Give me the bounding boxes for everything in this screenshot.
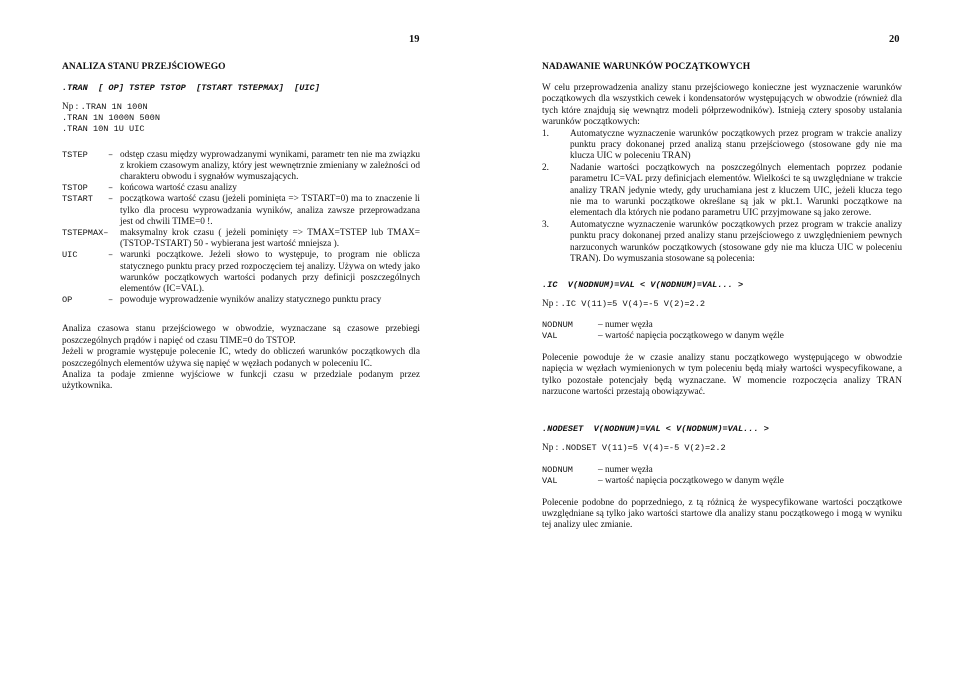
def-key: NODNUM (542, 319, 573, 330)
def-val (542, 331, 902, 342)
item-number: 3. (542, 219, 549, 230)
body-paragraph: Analiza czasowa stanu przejściowego w obwodzie, wyznaczane są czasowe przebiegi poszczególnych prądów i napięć od czasu TIME=0 do TSTOP. (62, 324, 420, 346)
def-text: – wartość napięcia początkowego w danym węźle (598, 331, 784, 342)
example-line: .TRAN 1N 1000N 500N (62, 113, 160, 124)
ic-paragraph: Polecenie powoduje że w czasie analizy stanu początkowego występującego w obwodzie napięcia w węzłach wymienionych w tym poleceniu będą miały wartości wyspecyfikowane, a tylko pozostałe potencjały będą wyznaczane. W momencie rozpoczęcia analizy TRAN narzucone wartości przestają obowiązywać. (542, 352, 902, 397)
def-text: – numer węzła (598, 319, 653, 330)
param-key: OP (62, 295, 73, 306)
page-20 (480, 0, 960, 674)
param-dash: – (108, 250, 114, 261)
item-text: Nadanie wartości początkowych na poszczególnych elementach poprzez podanie parametru IC=VAL przy definicjach elementów. Wielkości te są uwzględniane w trakcie analizy TRAN jedynie wtedy, gdy uruchamiana jest z kluczem UIC, jeżeli klucza tego nie ma to warunki początkowe określane są jak w pkt.1. Warunki początkowe na elementach dla których nie podano parametru UIC przyjmowane są jako zerowe. (570, 162, 902, 219)
param-tstep (62, 150, 420, 184)
page-number: 19 (409, 34, 420, 45)
param-text: powoduje wyprowadzenie wyników analizy statycznego punktu pracy (120, 295, 382, 306)
def-key: VAL (542, 476, 558, 487)
param-text: warunki początkowe. Jeżeli słowo to występuje, to program nie oblicza statycznego punktu pracy przed rozpoczęciem tej analizy. Używa on wtedy jako warunków początkowych wartości podanych przy definicji poszczególnych elementów (IC=VAL). (120, 250, 420, 295)
def-nodnum (542, 465, 902, 476)
def-text: – wartość napięcia początkowego w danym węźle (598, 476, 784, 487)
section-heading: NADAWANIE WARUNKÓW POCZĄTKOWYCH (542, 62, 751, 72)
param-tstepmax (62, 228, 420, 250)
left-column (62, 62, 420, 393)
page-number: 20 (889, 34, 900, 45)
list-item (542, 163, 902, 220)
param-key: TSTOP (62, 183, 88, 194)
param-dash: – (108, 149, 114, 160)
section-heading: ANALIZA STANU PRZEJŚCIOWEGO (62, 62, 226, 72)
param-tstop (62, 183, 420, 194)
param-dash: – (108, 183, 114, 194)
item-number: 2. (542, 162, 549, 173)
param-key: TSTEPMAX– (62, 228, 109, 239)
param-op (62, 295, 420, 306)
nodeset-paragraph: Polecenie podobne do poprzedniego, z tą różnicą że wyspecyfikowane wartości początkowe uwzględniane są tylko jako wartości startowe dla analizy stanu początkowego i mogą w wyniku tej analizy ulec zmianie. (542, 497, 902, 531)
def-key: NODNUM (542, 464, 573, 475)
param-dash: – (108, 295, 114, 306)
example-line: .TRAN 10N 1U UIC (62, 124, 145, 135)
nodeset-example (542, 443, 902, 454)
def-nodnum (542, 320, 902, 331)
nodeset-syntax: .NODESET V(NODNUM)=VAL < V(NODNUM)=VAL... > (542, 424, 769, 435)
param-text: odstęp czasu między wyprowadzanymi wynikami, parametr ten nie ma związku z krokiem czasowym analizy, który jest wewnętrznie zmieniany w zależności od charakteru obwodu i sygnałów wymuszających. (120, 149, 420, 183)
example-line: .TRAN 1N 100N (80, 102, 148, 112)
example-line: .IC V(11)=5 V(4)=-5 V(2)=2.2 (560, 298, 706, 309)
param-key: TSTART (62, 194, 93, 205)
def-key: VAL (542, 331, 558, 342)
param-text: początkowa wartość czasu (jeżeli pominięta => TSTART=0) ma to znaczenie li tylko dla procesu wyprowadzania wyników, analiza zawsze przeprowadzana jest od chwili TIME=0 !. (120, 194, 420, 227)
ic-example (542, 299, 902, 310)
intro-paragraph: W celu przeprowadzenia analizy stanu przejściowego konieczne jest wyznaczenie warunków początkowych dla wszystkich cewek i kondensatorów występujących w obwodzie (również dla tych które znajdują się wewnątrz modeli półprzewodników). Istnieją cztery sposoby ustalania warunków początkowych: (542, 83, 902, 128)
list-item (542, 129, 902, 163)
example-line: .NODSET V(11)=5 V(4)=-5 V(2)=2.2 (560, 443, 726, 454)
item-text: Automatyczne wyznaczenie warunków początkowych przez program w trakcie analizy punktu pracy dokonanej przed analizą stanu przejściowego (stosowane gdy nie ma klucza UIC w poleceniu TRAN) (570, 128, 902, 162)
param-key: UIC (62, 250, 78, 261)
param-text: końcowa wartość czasu analizy (120, 183, 237, 194)
def-text: – numer węzła (598, 464, 653, 475)
ic-syntax: .IC V(NODNUM)=VAL < V(NODNUM)=VAL... > (542, 279, 744, 290)
method-list (542, 129, 902, 266)
param-text: maksymalny krok czasu ( jeżeli pominięty => TMAX=TSTEP lub TMAX=(TSTOP-TSTART) 50 - wybierana jest wartość mniejsza ). (120, 228, 420, 250)
body-paragraph: Jeżeli w programie występuje polecenie IC, wtedy do obliczeń warunków początkowych dla poszczególnych elementów używa się napięć w węzłach podanych w poleceniu IC. (62, 347, 420, 369)
example-label: Np : (542, 443, 559, 454)
body-paragraph: Analiza ta podaje zmienne wyjściowe w funkcji czasu w przedziale podanym przez użytkownika. (62, 370, 420, 392)
item-number: 1. (542, 128, 549, 139)
item-text: Automatyczne wyznaczenie warunków początkowych przez program w trakcie analizy punktu pracy dokonanej przed analizy stanu przejściowego z uwzględnieniem pewnych narzuconych warunków początkowych (stosowane gdy nie ma klucza UIC w poleceniu TRAN). Do wymuszania stosowane są polecenia: (570, 219, 902, 265)
example-label: Np : (62, 102, 79, 112)
param-uic (62, 250, 420, 295)
right-column (542, 62, 902, 532)
example-label: Np : (542, 298, 559, 309)
list-item (542, 220, 902, 266)
param-key: TSTEP (62, 149, 88, 160)
tran-syntax: .TRAN [ OP] TSTEP TSTOP [TSTART TSTEPMAX] [UIC] (62, 83, 320, 93)
param-dash: – (108, 194, 114, 205)
param-tstart (62, 194, 420, 228)
tran-examples (62, 102, 420, 136)
def-val (542, 476, 902, 487)
